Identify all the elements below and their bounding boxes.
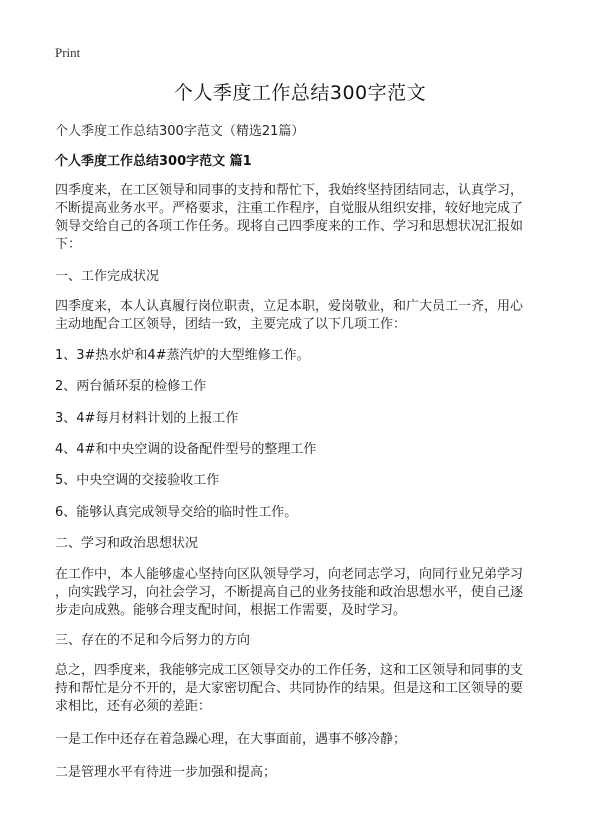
page-subtitle: 个人季度工作总结300字范文（精选21篇） xyxy=(55,124,305,139)
page-title: 个人季度工作总结300字范文 xyxy=(173,82,427,104)
work-line: 四季度来，本人认真履行岗位职责，立足本职，爱岗敬业，和广大员工一齐，用心 xyxy=(55,299,524,314)
list-item: 4、4#和中央空调的设备配件型号的整理工作 xyxy=(55,442,317,457)
work-paragraph xyxy=(55,298,555,334)
heading-study-status: 二、学习和政治思想状况 xyxy=(55,536,199,551)
shortcoming-one: 一是工作中还存在着急躁心理，在大事面前，遇事不够冷静； xyxy=(55,732,407,747)
list-item: 2、两台循环泵的检修工作 xyxy=(55,379,207,394)
study-line: ，向实践学习，向社会学习，不断提高自己的业务技能和政治思想水平，使自己逐 xyxy=(55,585,524,600)
study-line: 步走向成熟。能够合理支配时间，根据工作需要，及时学习。 xyxy=(55,603,407,618)
summary-line: 总之，四季度来，我能够完成工区领导交办的工作任务，这和工区领导和同事的支 xyxy=(55,663,524,678)
intro-line: 不断提高业务水平。严格要求，注重工作程序，自觉服从组织安排，较好地完成了 xyxy=(55,201,524,216)
study-paragraph xyxy=(55,566,555,620)
intro-line: 领导交给自己的各项工作任务。现将自己四季度来的工作、学习和思想状况汇报如 xyxy=(55,219,524,234)
shortcoming-two: 二是管理水平有待进一步加强和提高； xyxy=(55,765,277,780)
heading-work-status: 一、工作完成状况 xyxy=(55,269,160,284)
heading-shortcomings: 三、存在的不足和今后努力的方向 xyxy=(55,633,251,648)
list-item: 6、能够认真完成领导交给的临时性工作。 xyxy=(55,505,298,520)
work-line: 主动地配合工区领导，团结一致，主要完成了以下几项工作： xyxy=(55,317,407,332)
list-item: 3、4#每月材料计划的上报工作 xyxy=(55,411,239,426)
study-line: 在工作中，本人能够虚心坚持向区队领导学习，向老同志学习，向同行业兄弟学习 xyxy=(55,567,524,582)
list-item: 1、3#热水炉和4#蒸汽炉的大型维修工作。 xyxy=(55,348,310,363)
section-title: 个人季度工作总结300字范文 篇1 xyxy=(55,154,252,169)
summary-paragraph xyxy=(55,662,555,716)
summary-line: 求相比，还有必须的差距： xyxy=(55,699,212,714)
summary-line: 持和帮忙是分不开的，是大家密切配合、共同协作的结果。但是这和工区领导的要 xyxy=(55,681,524,696)
list-item: 5、中央空调的交接验收工作 xyxy=(55,473,220,488)
intro-paragraph xyxy=(55,182,555,254)
intro-line: 下： xyxy=(55,237,82,252)
intro-line: 四季度来，在工区领导和同事的支持和帮忙下，我始终坚持团结同志，认真学习， xyxy=(55,183,524,198)
print-label: Print xyxy=(55,45,81,60)
